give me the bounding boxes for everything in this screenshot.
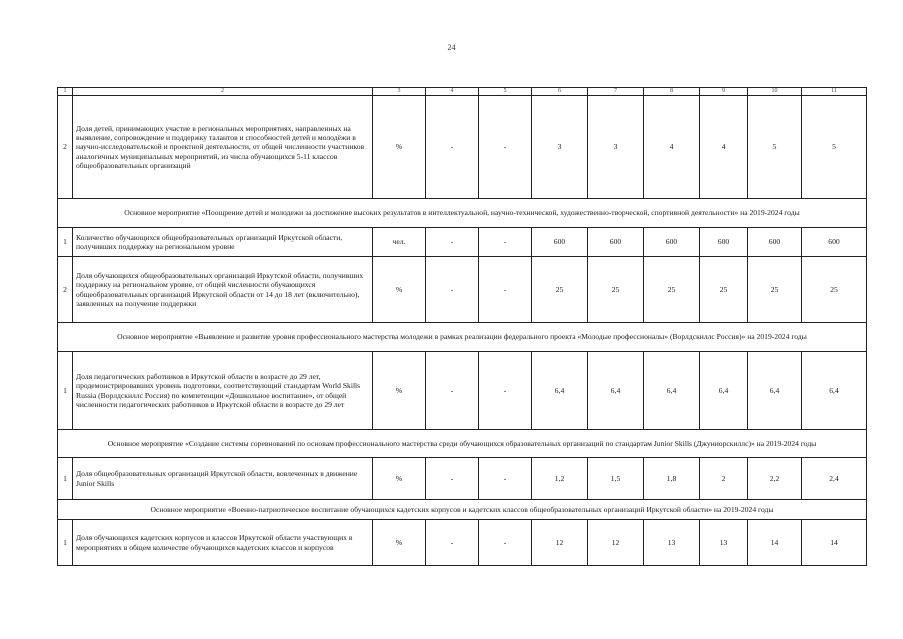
value-col4: - <box>426 458 479 500</box>
value-2023: 14 <box>748 520 802 566</box>
value-2024: 6,4 <box>802 352 867 430</box>
value-2022: 6,4 <box>700 352 748 430</box>
value-2020: 12 <box>588 520 644 566</box>
value-2021: 600 <box>644 228 700 257</box>
value-col5: - <box>479 96 532 199</box>
value-2021: 25 <box>644 257 700 323</box>
value-2023: 600 <box>748 228 802 257</box>
column-number: 2 <box>73 88 373 96</box>
value-2024: 25 <box>802 257 867 323</box>
section-title: Основное мероприятие «Выявление и развитие уровня профессионального мастерства молодежи в рамках реализации федерального проекта «Молодые профессионалы» (Ворлдскиллс Россия)» на 2019-2024 годы <box>58 323 867 352</box>
value-2024: 5 <box>802 96 867 199</box>
table-row <box>58 352 867 430</box>
unit: % <box>373 458 426 500</box>
section-row <box>58 500 867 520</box>
section-row <box>58 430 867 458</box>
value-2024: 2,4 <box>802 458 867 500</box>
column-number: 3 <box>373 88 426 96</box>
value-col5: - <box>479 352 532 430</box>
column-number: 5 <box>479 88 532 96</box>
section-row <box>58 199 867 228</box>
value-2020: 600 <box>588 228 644 257</box>
value-2019: 3 <box>532 96 588 199</box>
value-2022: 25 <box>700 257 748 323</box>
column-number: 11 <box>802 88 867 96</box>
unit: % <box>373 352 426 430</box>
column-number: 8 <box>644 88 700 96</box>
value-2019: 25 <box>532 257 588 323</box>
value-2020: 6,4 <box>588 352 644 430</box>
column-number: 1 <box>58 88 73 96</box>
value-2021: 4 <box>644 96 700 199</box>
table-row <box>58 257 867 323</box>
indicator-name: Количество обучающихся общеобразовательных организаций Иркутской области, получивших поддержку на региональном уровне <box>73 228 373 257</box>
indicator-name: Доля педагогических работников в Иркутской области в возрасте до 29 лет, продемонстрировавших уровень подготовки, соответствующий стандартам World Skills Russia (Ворлдскиллс Россия) по компетенции «Дошкольное воспитание», от общей численности педагогических работников в Иркутской области в возрасте до 29 лет <box>73 352 373 430</box>
section-title: Основное мероприятие «Создание системы соревнований по основам профессионального мастерства среди обучающихся образовательных организаций по стандартам Junior Skills (Джуниорскиллс)» на 2019-2024 годы <box>58 430 867 458</box>
value-2023: 6,4 <box>748 352 802 430</box>
column-number: 9 <box>700 88 748 96</box>
value-2021: 13 <box>644 520 700 566</box>
value-2022: 600 <box>700 228 748 257</box>
value-2020: 25 <box>588 257 644 323</box>
table-row <box>58 458 867 500</box>
value-col4: - <box>426 228 479 257</box>
table-row <box>58 520 867 566</box>
table-row <box>58 96 867 199</box>
value-col5: - <box>479 520 532 566</box>
unit: чел. <box>373 228 426 257</box>
section-title: Основное мероприятие «Поощрение детей и молодежи за достижение высоких результатов в интеллектуальной, научно-технической, художественно-творческой, спортивной деятельности» на 2019-2024 годы <box>58 199 867 228</box>
section-row <box>58 323 867 352</box>
value-2019: 600 <box>532 228 588 257</box>
value-2021: 6,4 <box>644 352 700 430</box>
row-number: 1 <box>58 352 73 430</box>
value-2023: 2,2 <box>748 458 802 500</box>
unit: % <box>373 520 426 566</box>
value-col5: - <box>479 228 532 257</box>
value-2019: 6,4 <box>532 352 588 430</box>
value-2020: 1,5 <box>588 458 644 500</box>
row-number: 2 <box>58 257 73 323</box>
value-col5: - <box>479 458 532 500</box>
unit: % <box>373 96 426 199</box>
column-numbers-row <box>58 88 867 96</box>
table-row <box>58 228 867 257</box>
value-2022: 4 <box>700 96 748 199</box>
column-number: 10 <box>748 88 802 96</box>
row-number: 1 <box>58 458 73 500</box>
column-number: 7 <box>588 88 644 96</box>
section-title: Основное мероприятие «Военно-патриотическое воспитание обучающихся кадетских корпусов и кадетских классов общеобразовательных организаций Иркутской области» на 2019-2024 годы <box>58 500 867 520</box>
value-2019: 1,2 <box>532 458 588 500</box>
value-2022: 13 <box>700 520 748 566</box>
row-number: 1 <box>58 520 73 566</box>
indicator-name: Доля обучающихся общеобразовательных организаций Иркутской области, получивших поддержку на региональном уровне, от общей численности обучающихся общеобразовательных организаций Иркутской области от 14 до 18 лет (включительно), заявленных на получение поддержки <box>73 257 373 323</box>
value-2021: 1,8 <box>644 458 700 500</box>
value-col4: - <box>426 96 479 199</box>
indicator-name: Доля общеобразовательных организаций Иркутской области, вовлеченных в движение Junior Skills <box>73 458 373 500</box>
value-2020: 3 <box>588 96 644 199</box>
value-2023: 5 <box>748 96 802 199</box>
value-2024: 600 <box>802 228 867 257</box>
indicators-table <box>57 87 867 566</box>
unit: % <box>373 257 426 323</box>
value-2019: 12 <box>532 520 588 566</box>
value-2022: 2 <box>700 458 748 500</box>
row-number: 1 <box>58 228 73 257</box>
value-2023: 25 <box>748 257 802 323</box>
value-2024: 14 <box>802 520 867 566</box>
value-col5: - <box>479 257 532 323</box>
value-col4: - <box>426 520 479 566</box>
column-number: 6 <box>532 88 588 96</box>
column-number: 4 <box>426 88 479 96</box>
value-col4: - <box>426 352 479 430</box>
indicator-name: Доля обучающихся кадетских корпусов и классов Иркутской области участвующих в мероприятиях в общем количестве обучающихся кадетских классов и корпусов <box>73 520 373 566</box>
indicator-name: Доля детей, принимающих участие в региональных мероприятиях, направленных на выявление, сопровождение и поддержку талантов и способностей детей и молодёжи в научно-исследовательской и проектной деятельности, от общей численности участников аналогичных муниципальных мероприятий, из числа обучающихся 5-11 классов общеобразовательных организаций <box>73 96 373 199</box>
value-col4: - <box>426 257 479 323</box>
page-number: 24 <box>447 43 456 52</box>
row-number: 2 <box>58 96 73 199</box>
